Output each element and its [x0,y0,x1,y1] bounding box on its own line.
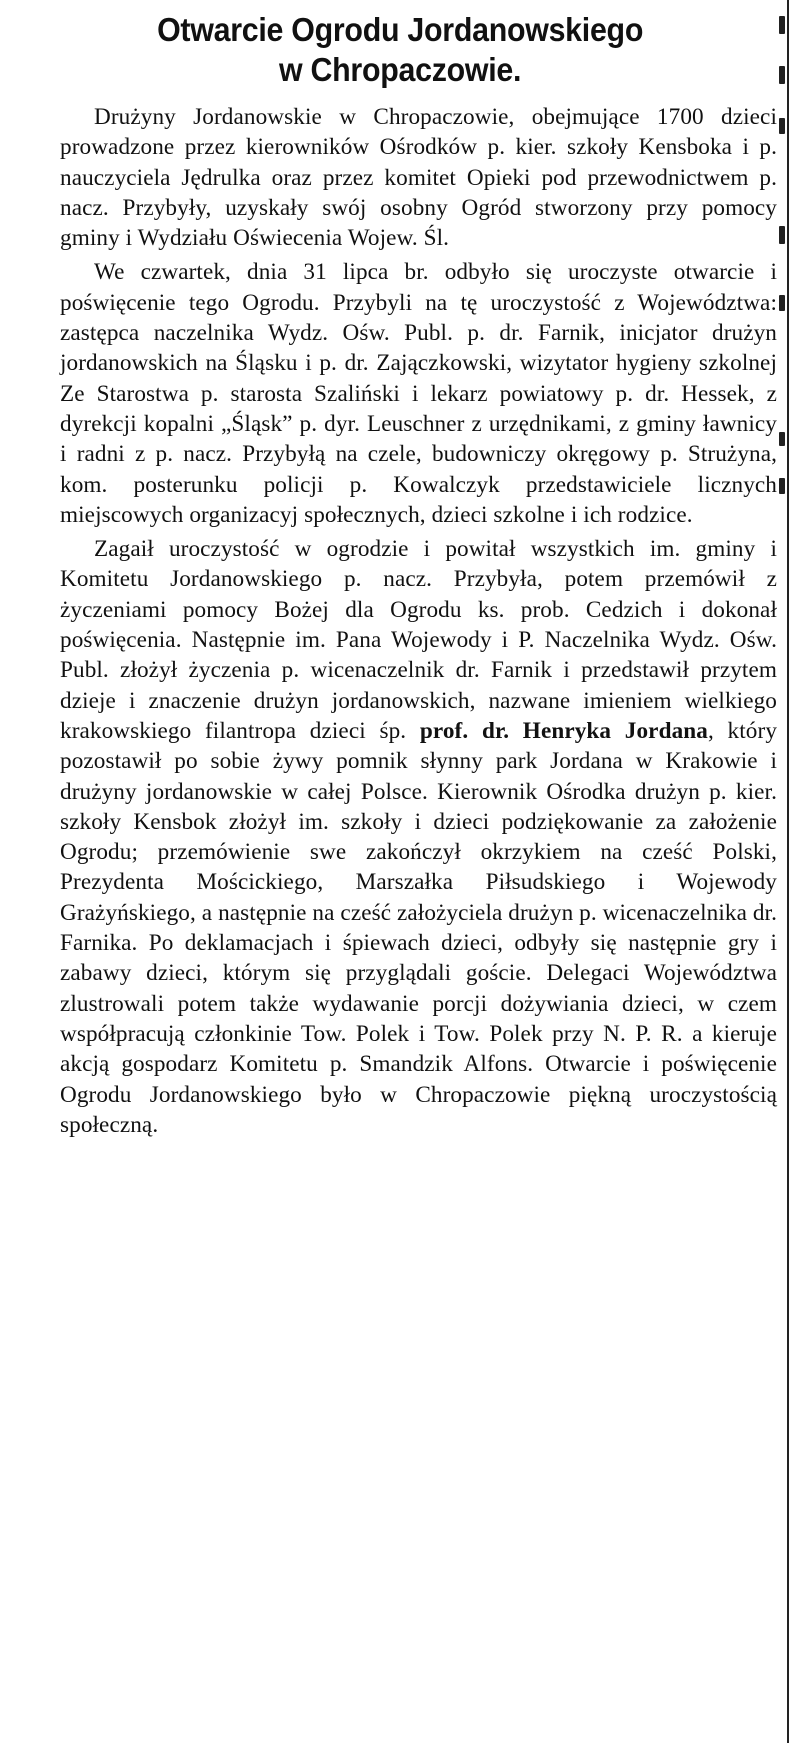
article-title-line-2: w Chropaczowie. [279,51,522,88]
article-title [89,2,749,96]
edge-mark [779,66,785,84]
article-title-line-1: Otwarcie Ogrodu Jordanowskiego [157,11,644,48]
adjacent-column-fragments [777,0,785,1743]
article-paragraph-3 [60,534,777,1140]
edge-mark [779,226,785,244]
edge-mark [779,478,785,494]
edge-mark [779,16,785,34]
edge-mark [779,118,785,134]
edge-mark [779,432,785,446]
article-paragraph-1: Drużyny Jordanowskie w Chropaczowie, obejmujące 1700 dzieci prowadzone przez kierowników Ośrodków p. kier. szkoły Kensboka i p. nauczyciela Jędrulka oraz przez komitet Opieki pod przewodnictwem p. nacz. Przybyły, uzyskały swój osobny Ogród stworzony przy pomocy gminy i Wydziału Oświecenia Wojew. Śl. [60,104,777,252]
article-paragraph-3-text-b: , który pozostawił po sobie żywy pomnik słynny park Jordana w Krakowie i drużyny jordanowskie w całej Polsce. Kierownik Ośrodka drużyn p. kier. szkoły Kensbok złożył im. szkoły i dzieci podziękowanie za założenie Ogrodu; przemówienie swe zakończył okrzykiem na cześć Polski, Prezydenta Mościckiego, Marszałka Piłsudskiego i Wojewody Grażyńskiego, a następnie na cześć założyciela drużyn p. wicenaczelnika dr. Farnika. Po deklamacjach i śpiewach dzieci, odbyły się następnie gry i zabawy dzieci, którym się przyglądali goście. Delegaci Województwa zlustrowali potem także wydawanie porcji dożywiania dzieci, w czem współpracują członkinie Tow. Polek i Tow. Polek przy N. P. R. a kieruje akcją gospodarz Komitetu p. Smandzik Alfons. Otwarcie i poświęcenie Ogrodu Jordanowskiego było w Chropaczowie piękną uroczystością społeczną. [60,717,778,1138]
article-paragraph-3-text-a: Zagaił uroczystość w ogrodzie i powitał wszystkich im. gminy i Komitetu Jordanowskiego p. nacz. Przybyła, potem przemówił z życzeniami pomocy Bożej dla Ogrodu ks. prob. Cedzich i dokonał poświęcenia. Następnie im. Pana Wojewody i P. Naczelnika Wydz. Ośw. Publ. złożył życzenia p. wicenaczelnik dr. Farnik i przedstawił przytem dzieje i znaczenie drużyn jordanowskich, nazwane imieniem wielkiego krakowskiego filantropa dzieci śp. [60,536,777,744]
article-paragraph-3-bold-name: prof. dr. Henryka Jordana [419,717,708,744]
edge-mark [779,295,785,311]
article-paragraph-2: We czwartek, dnia 31 lipca br. odbyło się uroczyste otwarcie i poświęcenie tego Ogrodu. Przybyli na tę uroczystość z Województwa: zastępca naczelnika Wydz. Ośw. Publ. p. dr. Farnik, inicjator drużyn jordanowskich na Śląsku i p. dr. Zajączkowski, wizytator hygieny szkolnej Ze Starostwa p. starosta Szaliński i lekarz powiatowy p. dr. Hessek, z dyrekcji kopalni „Śląsk” p. dyr. Leuschner z urzędnikami, z gminy ławnicy i radni z p. nacz. Przybyłą na czele, budowniczy okręgowy p. Strużyna, kom. posterunku policji p. Kowalczyk przedstawiciele licznych miejscowych organizacyj społecznych, dzieci szkolne i ich rodzice. [60,259,777,528]
article-body [60,102,777,1140]
